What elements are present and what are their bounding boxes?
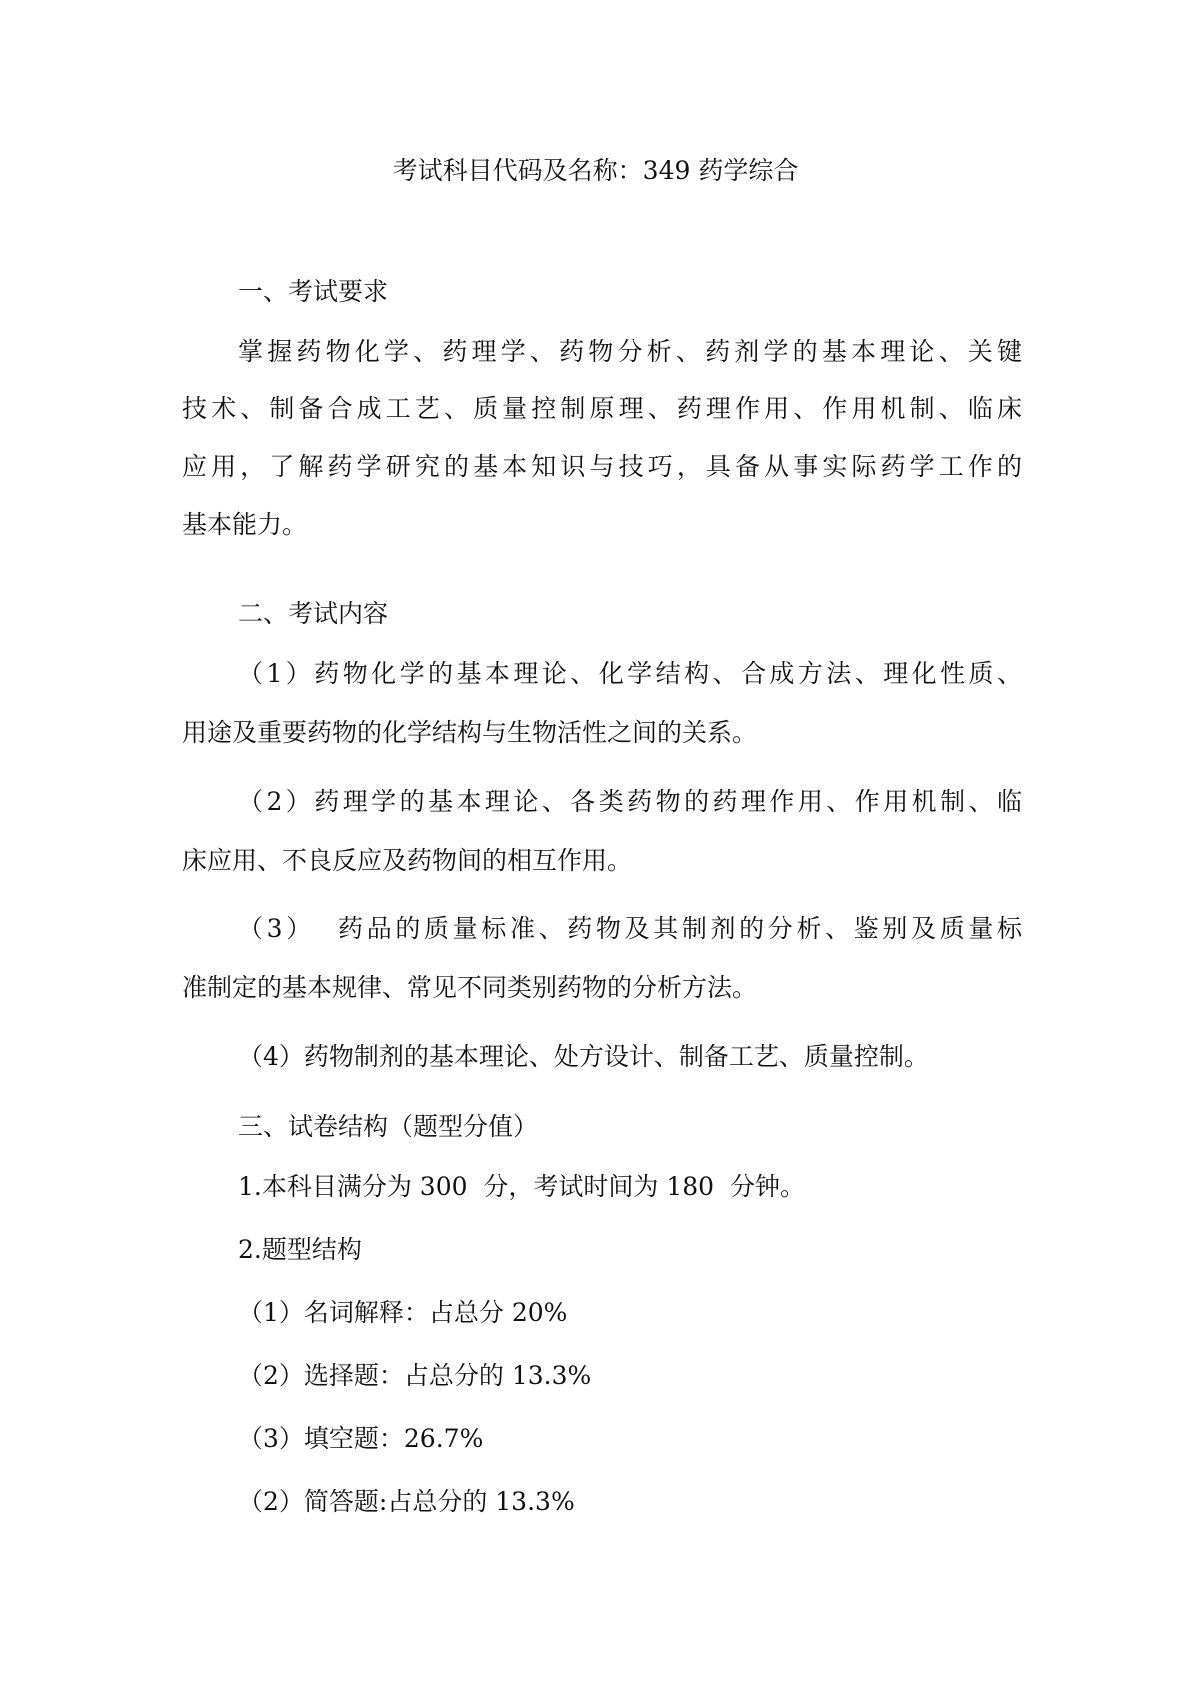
content-item-line: 床应用、不良反应及药物间的相互作用。 (182, 846, 633, 875)
content-item-line: 用途及重要药物的化学结构与生物活性之间的关系。 (182, 718, 758, 747)
paragraph-line: 应用，了解药学研究的基本知识与技巧，具备从事实际药学工作的 (182, 452, 1022, 481)
question-type-item: （3）填空题：26.7% (238, 1424, 484, 1453)
content-item-line: （4）药物制剂的基本理论、处方设计、制备工艺、质量控制。 (238, 1042, 929, 1071)
paragraph-line: 掌握药物化学、药理学、药物分析、药剂学的基本理论、关键 (238, 337, 1022, 366)
paragraph-line: 技术、制备合成工艺、质量控制原理、药理作用、作用机制、临床 (182, 394, 1022, 423)
section-heading-paper-structure: 三、试卷结构（题型分值） (238, 1112, 539, 1141)
section-heading-exam-content: 二、考试内容 (238, 599, 389, 628)
content-item-line: （3） 药品的质量标准、药物及其制剂的分析、鉴别及质量标 (238, 914, 1022, 943)
section-heading-exam-requirements: 一、考试要求 (238, 277, 389, 306)
question-type-item: （2）选择题：占总分的 13.3% (238, 1361, 592, 1390)
question-type-item: （1）名词解释：占总分 20% (238, 1298, 568, 1327)
paper-structure-line: 1.本科目满分为 300 分，考试时间为 180 分钟。 (238, 1172, 805, 1201)
document-title: 考试科目代码及名称：349 药学综合 (392, 156, 799, 185)
paper-structure-line: 2.题型结构 (238, 1235, 362, 1264)
content-item-line: （1）药物化学的基本理论、化学结构、合成方法、理化性质、 (238, 659, 1022, 688)
paragraph-line: 基本能力。 (182, 510, 308, 539)
question-type-item: （2）简答题:占总分的 13.3% (238, 1487, 575, 1516)
content-item-line: 准制定的基本规律、常见不同类别药物的分析方法。 (182, 973, 758, 1002)
content-item-line: （2）药理学的基本理论、各类药物的药理作用、作用机制、临 (238, 787, 1022, 816)
